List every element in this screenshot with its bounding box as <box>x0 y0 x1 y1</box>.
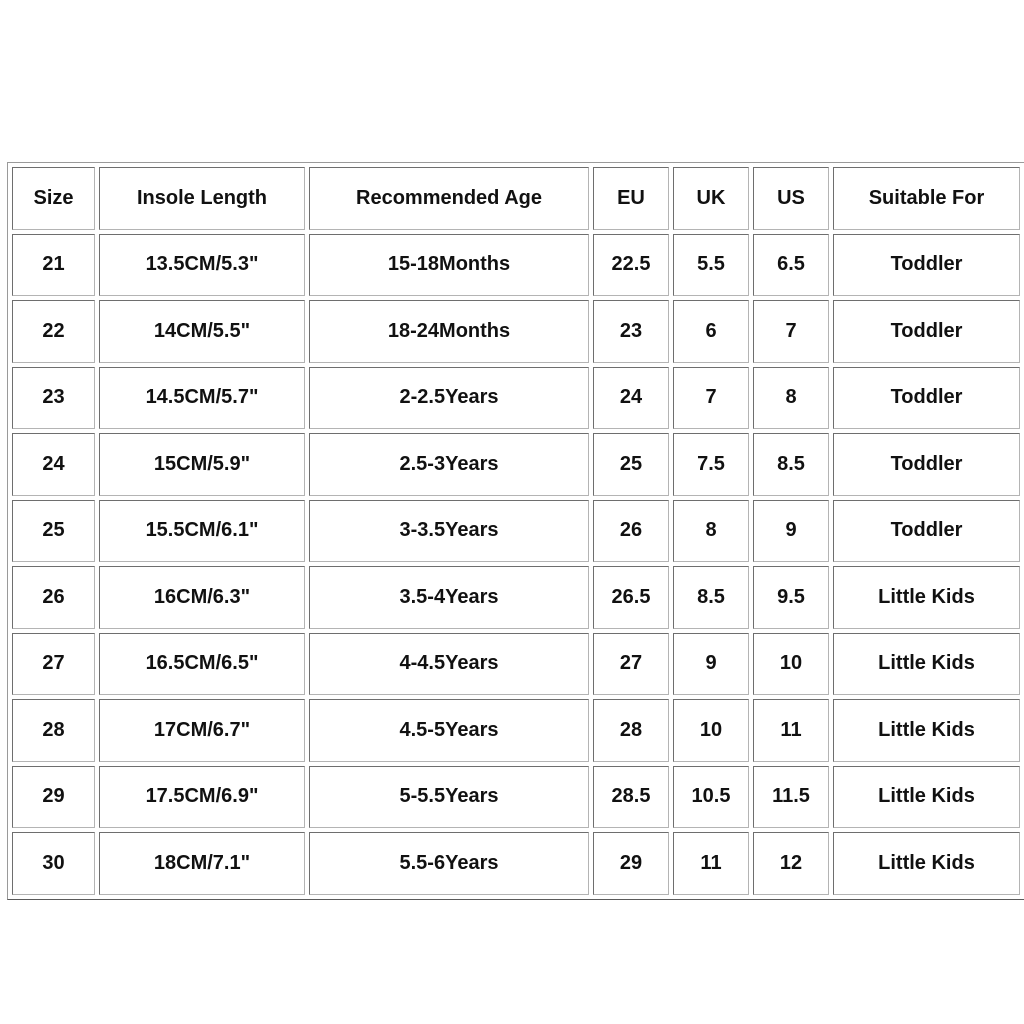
cell-eu: 29 <box>593 832 669 895</box>
cell-recommended-age: 2-2.5Years <box>309 367 589 430</box>
cell-insole-length: 16.5CM/6.5" <box>99 633 305 696</box>
cell-size: 23 <box>12 367 95 430</box>
cell-size: 21 <box>12 234 95 297</box>
cell-uk: 10.5 <box>673 766 749 829</box>
table-row <box>12 433 1020 496</box>
cell-uk: 11 <box>673 832 749 895</box>
cell-size: 27 <box>12 633 95 696</box>
table-header-row <box>12 167 1020 230</box>
table-row <box>12 367 1020 430</box>
cell-recommended-age: 18-24Months <box>309 300 589 363</box>
table-row <box>12 300 1020 363</box>
cell-suitable-for: Toddler <box>833 433 1020 496</box>
cell-uk: 6 <box>673 300 749 363</box>
table-row <box>12 633 1020 696</box>
header-recommended-age: Recommended Age <box>309 167 589 230</box>
cell-insole-length: 18CM/7.1" <box>99 832 305 895</box>
cell-size: 24 <box>12 433 95 496</box>
cell-suitable-for: Little Kids <box>833 699 1020 762</box>
cell-us: 11 <box>753 699 829 762</box>
cell-eu: 24 <box>593 367 669 430</box>
cell-size: 26 <box>12 566 95 629</box>
table-row <box>12 832 1020 895</box>
cell-suitable-for: Toddler <box>833 234 1020 297</box>
cell-size: 25 <box>12 500 95 563</box>
header-eu: EU <box>593 167 669 230</box>
cell-recommended-age: 3-3.5Years <box>309 500 589 563</box>
cell-us: 8.5 <box>753 433 829 496</box>
cell-us: 7 <box>753 300 829 363</box>
cell-eu: 26.5 <box>593 566 669 629</box>
cell-insole-length: 14.5CM/5.7" <box>99 367 305 430</box>
table-row <box>12 766 1020 829</box>
cell-insole-length: 14CM/5.5" <box>99 300 305 363</box>
cell-uk: 7 <box>673 367 749 430</box>
cell-us: 10 <box>753 633 829 696</box>
cell-suitable-for: Toddler <box>833 500 1020 563</box>
cell-eu: 28.5 <box>593 766 669 829</box>
table-row <box>12 566 1020 629</box>
cell-size: 30 <box>12 832 95 895</box>
cell-size: 28 <box>12 699 95 762</box>
size-chart-table <box>7 162 1024 900</box>
header-uk: UK <box>673 167 749 230</box>
cell-us: 9.5 <box>753 566 829 629</box>
cell-suitable-for: Little Kids <box>833 566 1020 629</box>
cell-recommended-age: 15-18Months <box>309 234 589 297</box>
cell-suitable-for: Toddler <box>833 367 1020 430</box>
header-suitable-for: Suitable For <box>833 167 1020 230</box>
cell-size: 22 <box>12 300 95 363</box>
size-chart-body <box>12 167 1020 895</box>
cell-eu: 26 <box>593 500 669 563</box>
cell-eu: 23 <box>593 300 669 363</box>
cell-uk: 9 <box>673 633 749 696</box>
cell-uk: 5.5 <box>673 234 749 297</box>
cell-suitable-for: Little Kids <box>833 766 1020 829</box>
cell-recommended-age: 3.5-4Years <box>309 566 589 629</box>
cell-insole-length: 16CM/6.3" <box>99 566 305 629</box>
cell-uk: 7.5 <box>673 433 749 496</box>
cell-suitable-for: Toddler <box>833 300 1020 363</box>
cell-us: 12 <box>753 832 829 895</box>
cell-eu: 25 <box>593 433 669 496</box>
header-us: US <box>753 167 829 230</box>
cell-uk: 10 <box>673 699 749 762</box>
cell-us: 9 <box>753 500 829 563</box>
cell-uk: 8.5 <box>673 566 749 629</box>
cell-uk: 8 <box>673 500 749 563</box>
cell-us: 11.5 <box>753 766 829 829</box>
cell-recommended-age: 5.5-6Years <box>309 832 589 895</box>
cell-us: 8 <box>753 367 829 430</box>
table-row <box>12 699 1020 762</box>
table-row <box>12 234 1020 297</box>
header-size: Size <box>12 167 95 230</box>
cell-insole-length: 15.5CM/6.1" <box>99 500 305 563</box>
cell-eu: 27 <box>593 633 669 696</box>
cell-recommended-age: 4-4.5Years <box>309 633 589 696</box>
cell-insole-length: 17.5CM/6.9" <box>99 766 305 829</box>
cell-size: 29 <box>12 766 95 829</box>
cell-insole-length: 13.5CM/5.3" <box>99 234 305 297</box>
cell-suitable-for: Little Kids <box>833 633 1020 696</box>
cell-us: 6.5 <box>753 234 829 297</box>
header-insole-length: Insole Length <box>99 167 305 230</box>
cell-recommended-age: 2.5-3Years <box>309 433 589 496</box>
cell-suitable-for: Little Kids <box>833 832 1020 895</box>
cell-recommended-age: 4.5-5Years <box>309 699 589 762</box>
cell-insole-length: 15CM/5.9" <box>99 433 305 496</box>
table-row <box>12 500 1020 563</box>
cell-eu: 22.5 <box>593 234 669 297</box>
cell-recommended-age: 5-5.5Years <box>309 766 589 829</box>
cell-insole-length: 17CM/6.7" <box>99 699 305 762</box>
cell-eu: 28 <box>593 699 669 762</box>
